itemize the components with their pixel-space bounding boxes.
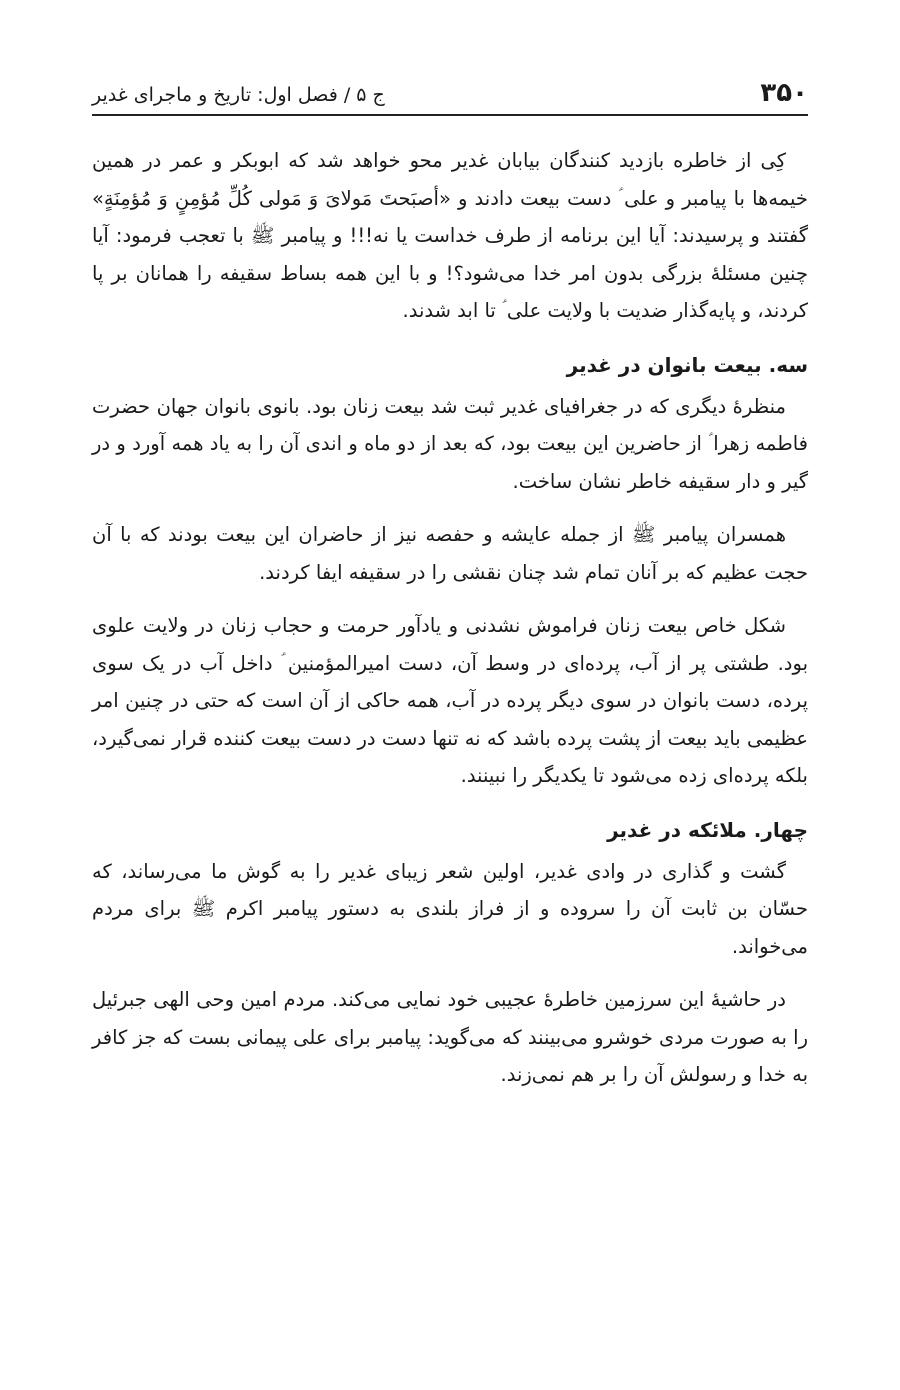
section-heading-3: سه. بیعت بانوان در غدیر [566,352,808,377]
paragraph-4: شکل خاص بیعت زنان فراموش نشدنی و یادآور حرمت و حجاب زنان در ولایت علوی بود. طشتی پر از آب، پرده‌ای در وسط آن، دست امیرالمؤمنین ؑ داخل آب در یک سوی پرده، دست بانوان در سوی دیگر پرده در آب، همه حاکی از آن است که حتی در چنین امر عظیمی باید بیعت از پشت پرده باشد که نه تنها دست در دست بیعت کننده قرار نمی‌گیرد، بلکه پرده‌ای زده می‌شود تا یکدیگر را نبینند. [92,614,808,787]
paragraph-3: همسران پیامبر ﷺ از جمله عایشه و حفصه نیز از حاضران این بیعت بودند که با آن حجت عظیم که بر آنان تمام شد چنان نقشی را در سقیفه ایفا کردند. [92,523,808,584]
paragraph-6: در حاشیهٔ این سرزمین خاطرهٔ عجیبی خود نمایی می‌کند. مردم امین وحی الهی جبرئیل را به صورت مردی خوشرو می‌بینند که می‌گوید: پیامبر برای علی پیمانی بست که جز کافر به خدا و رسولش آن را بر هم نمی‌زند. [92,988,808,1086]
section-heading-4: چهار. ملائکه در غدیر [607,817,808,842]
running-title: ج ۵ / فصل اول: تاریخ و ماجرای غدیر [92,84,385,106]
paragraph-1: کِی از خاطره بازدید کنندگان بیابان غدیر محو خواهد شد که ابوبکر و عمر در همین خیمه‌ها با پیامبر و علی ؑ دست بیعت دادند و «أصبَحتَ مَولایَ وَ مَولی کُلِّ مُؤمِنٍ وَ مُؤمِنَةٍ» گفتند و پرسیدند: آیا این برنامه از طرف خداست یا نه!!! و پیامبر ﷺ با تعجب فرمود: آیا چنین مسئلهٔ بزرگی بدون امر خدا می‌شود؟! و با این همه بساط سقیفه را همانان بر پا کردند، و پایه‌گذار ضدیت با ولایت علی ؑ تا ابد شدند. [92,149,808,322]
paragraph-2: منظرهٔ دیگری که در جغرافیای غدیر ثبت شد بیعت زنان بود. بانوی بانوان جهان حضرت فاطمه زهرا ؑ از حاضرین این بیعت بود، که بعد از دو ماه و اندی آن را به یاد همه آورد و در گیر و دار سقیفه خاطر نشان ساخت. [92,394,808,493]
book-page [92,0,808,1390]
page-body [92,142,808,1110]
page-header [92,70,808,116]
paragraph-5: گشت و گذاری در وادی غدیر، اولین شعر زیبای غدیر را به گوش ما می‌رساند، که حسّان بن ثابت آن را سروده و از فراز بلندی به دستور پیامبر اکرم ﷺ برای مردم می‌خواند. [92,859,808,958]
page-number: ۳۵۰ [760,78,808,108]
